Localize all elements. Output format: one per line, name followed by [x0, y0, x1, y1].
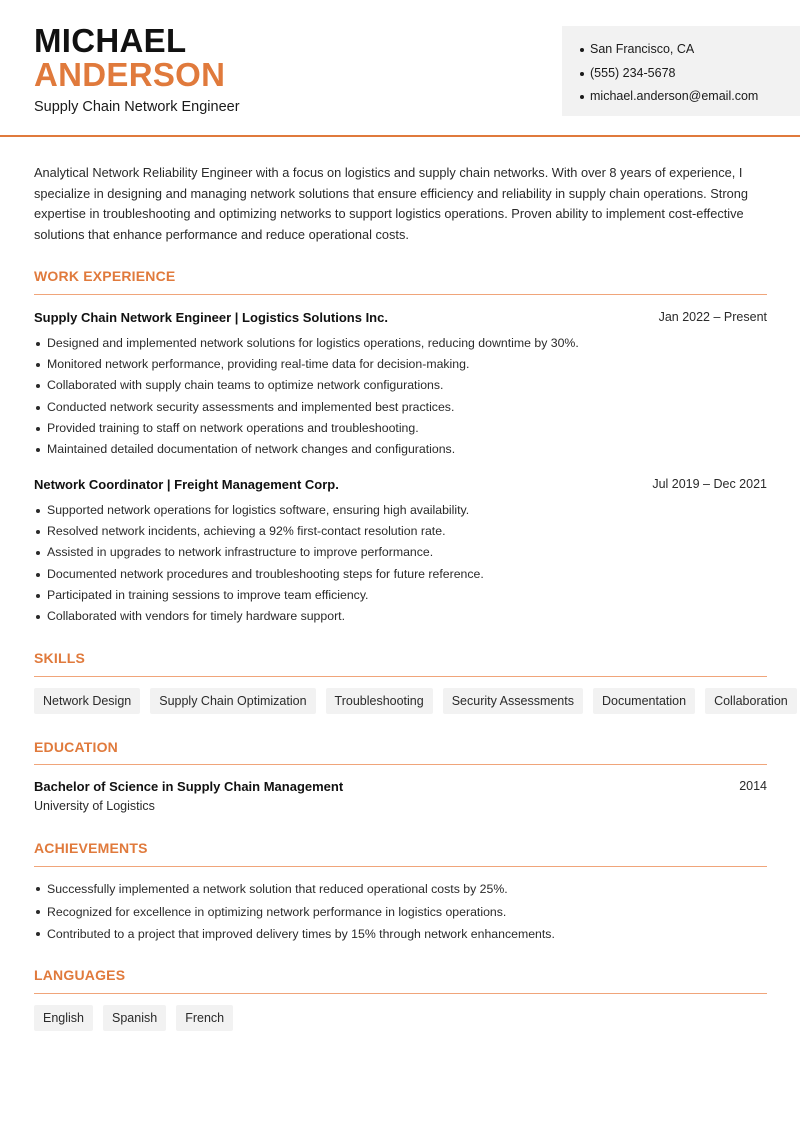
- list-item: Provided training to staff on network operations and troubleshooting.: [34, 418, 767, 439]
- list-item: Collaborated with vendors for timely hardware support.: [34, 606, 767, 627]
- contact-email[interactable]: michael.anderson@email.com: [580, 85, 800, 109]
- list-item: Assisted in upgrades to network infrastructure to improve performance.: [34, 542, 767, 563]
- skill-tag: Collaboration: [705, 688, 797, 714]
- job-role: Network Coordinator | Freight Management Corp.: [34, 477, 339, 492]
- summary: Analytical Network Reliability Engineer with a focus on logistics and supply chain networks. With over 8 years of experience, I specialize in designing and managing network solutions that ensure efficiency and reliability in supply chain operations. Strong expertise in troubleshooting and optimizing networks to support logistics operations. Proven ability to implement cost-effective solutions that enhance performance and reduce operational costs.: [34, 165, 748, 242]
- achievement-bullets: [34, 878, 767, 946]
- skill-tag: Documentation: [593, 688, 695, 714]
- list-item: Conducted network security assessments and implemented best practices.: [34, 397, 767, 418]
- job-dates: Jul 2019 – Dec 2021: [652, 477, 767, 491]
- skill-tag: Supply Chain Optimization: [150, 688, 315, 714]
- contact-location: San Francisco, CA: [580, 38, 800, 62]
- list-item: Collaborated with supply chain teams to optimize network configurations.: [34, 375, 767, 396]
- section-divider: [34, 993, 767, 994]
- section-title-work: WORK EXPERIENCE: [34, 268, 176, 284]
- section-divider: [34, 294, 767, 295]
- list-item: Resolved network incidents, achieving a 92% first-contact resolution rate.: [34, 521, 767, 542]
- language-tag: English: [34, 1005, 93, 1031]
- list-item: Designed and implemented network solutions for logistics operations, reducing downtime by 30%.: [34, 333, 767, 354]
- contact-phone: (555) 234-5678: [580, 62, 800, 86]
- skill-tag: Network Design: [34, 688, 140, 714]
- job-header: [34, 310, 767, 325]
- list-item: Successfully implemented a network solution that reduced operational costs by 25%.: [34, 878, 767, 901]
- list-item: Participated in training sessions to improve team efficiency.: [34, 585, 767, 606]
- skill-tag: Security Assessments: [443, 688, 583, 714]
- job-role: Supply Chain Network Engineer | Logistics Solutions Inc.: [34, 310, 388, 325]
- section-title-achievements: ACHIEVEMENTS: [34, 840, 148, 856]
- list-item: Monitored network performance, providing real-time data for decision-making.: [34, 354, 767, 375]
- job-header: [34, 477, 767, 492]
- first-name: MICHAEL: [34, 22, 187, 59]
- education-school: University of Logistics: [34, 799, 155, 813]
- job-dates: Jan 2022 – Present: [658, 310, 767, 324]
- job-bullets: [34, 500, 767, 627]
- section-title-languages: LANGUAGES: [34, 967, 126, 983]
- language-tags: [34, 1005, 233, 1031]
- skill-tag: Troubleshooting: [326, 688, 433, 714]
- section-title-skills: SKILLS: [34, 650, 85, 666]
- language-tag: Spanish: [103, 1005, 166, 1031]
- list-item: Contributed to a project that improved delivery times by 15% through network enhancements.: [34, 923, 767, 946]
- section-title-education: EDUCATION: [34, 739, 118, 755]
- education-degree: Bachelor of Science in Supply Chain Management: [34, 779, 344, 794]
- section-divider: [34, 676, 767, 677]
- section-divider: [34, 866, 767, 867]
- contact-box: [562, 26, 800, 116]
- job-bullets: [34, 333, 767, 460]
- list-item: Supported network operations for logistics software, ensuring high availability.: [34, 500, 767, 521]
- last-name: ANDERSON: [34, 56, 226, 93]
- section-divider: [34, 764, 767, 765]
- resume-header: [0, 0, 800, 137]
- skills-tags: [34, 688, 797, 714]
- education-year: 2014: [739, 779, 767, 793]
- language-tag: French: [176, 1005, 233, 1031]
- list-item: Recognized for excellence in optimizing network performance in logistics operations.: [34, 901, 767, 924]
- list-item: Maintained detailed documentation of network changes and configurations.: [34, 439, 767, 460]
- job-title: Supply Chain Network Engineer: [34, 99, 240, 115]
- list-item: Documented network procedures and troubleshooting steps for future reference.: [34, 564, 767, 585]
